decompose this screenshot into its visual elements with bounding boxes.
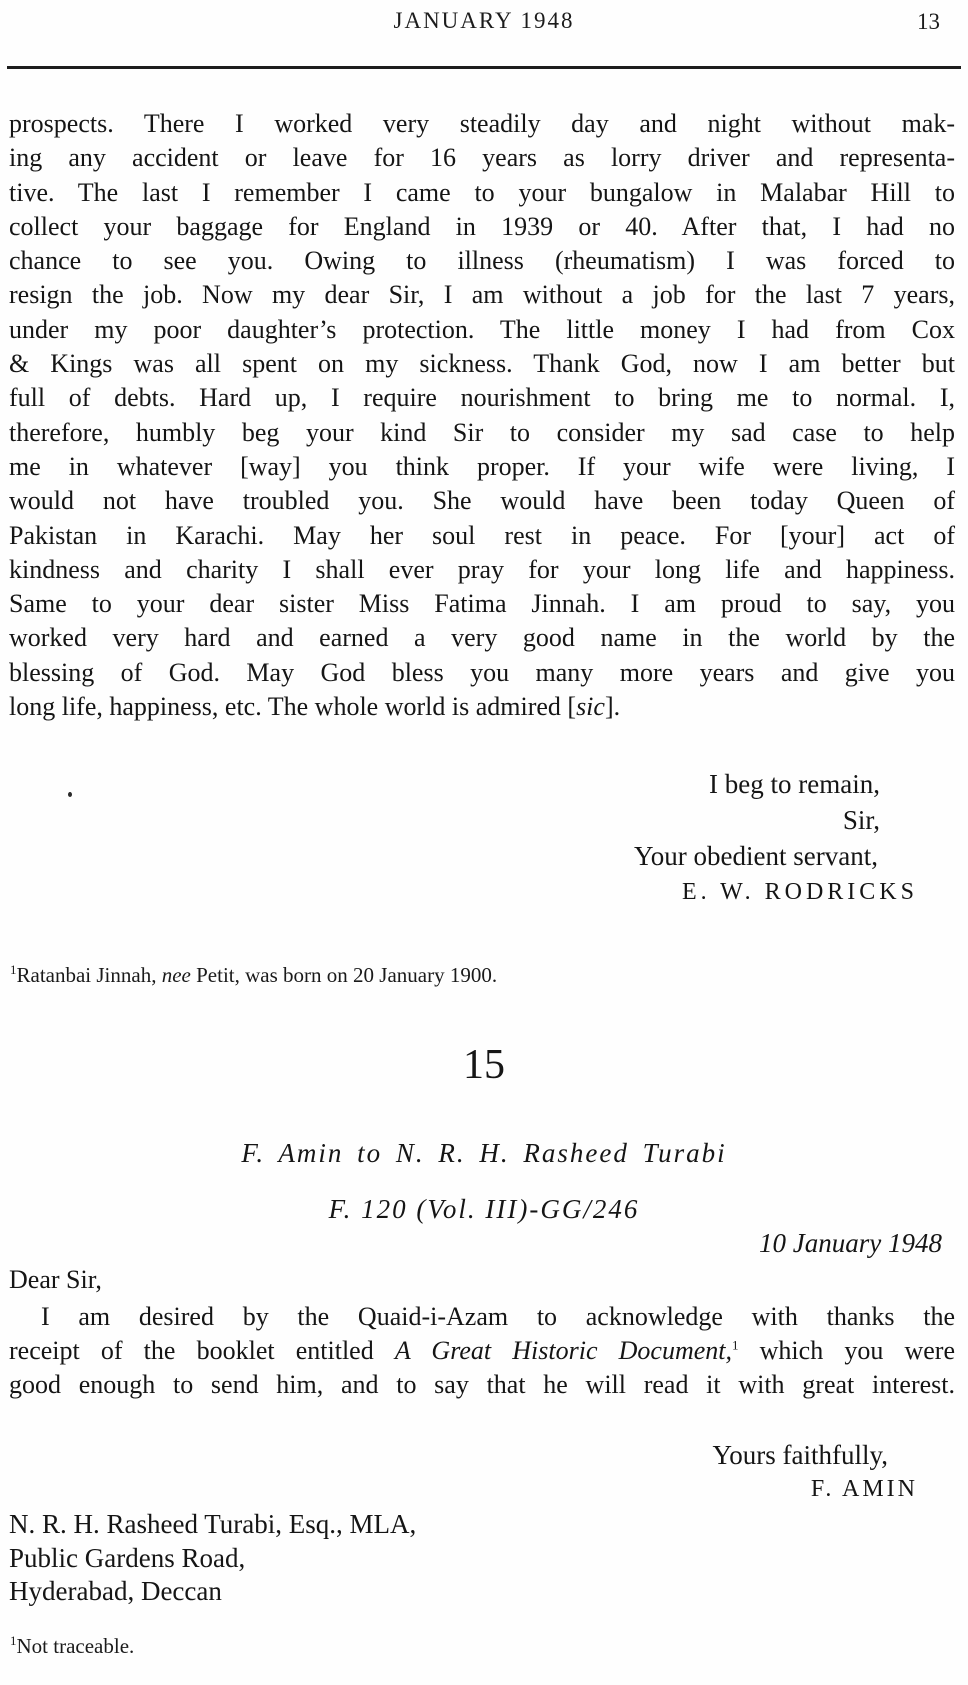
letter-line: ing any accident or leave for 16 years as lorry driver and representa- [9, 143, 955, 173]
letter2-footnote [0, 1633, 968, 1659]
letter-line: therefore, humbly beg your kind Sir to consider my sad case to help [9, 417, 955, 447]
letter-line: & Kings was all spent on my sickness. Thank God, now I am better but [9, 349, 955, 379]
letter1-body [0, 107, 968, 724]
letter-line: would not have troubled you. She would have been today Queen of [9, 486, 955, 516]
letter-line: worked very hard and earned a very good name in the world by the [9, 623, 955, 653]
letter1-footnote [0, 962, 968, 988]
page-header [0, 0, 968, 52]
letter-line: Same to your dear sister Miss Fatima Jinnah. I am proud to say, you [9, 589, 955, 619]
footnote-marker: 1 [10, 962, 17, 978]
letter-line: under my poor daughter’s protection. The little money I had from Cox [9, 314, 955, 344]
running-title: JANUARY 1948 [393, 8, 575, 33]
letter1-signature: E. W. RODRICKS [681, 879, 918, 906]
footnote-text: Ratanbai Jinnah, [16, 963, 162, 988]
letter1-closing [0, 766, 968, 910]
letter-line: good enough to send him, and to say that he will read it with great interest. [9, 1370, 955, 1400]
letter-line: resign the job. Now my dear Sir, I am without a job for the last 7 years, [9, 280, 955, 310]
footnote-marker: 1 [732, 1337, 739, 1353]
letter2-valediction: Yours faithfully, [712, 1440, 888, 1471]
letter2-signature: F. AMIN [810, 1476, 918, 1503]
closing-line: I beg to remain, [709, 769, 880, 800]
letter-line: chance to see you. Owing to illness (rheumatism) I was forced to [9, 246, 955, 276]
letter-line: Pakistan in Karachi. May her soul rest in peace. For [your] act of [9, 520, 955, 550]
letter2-date: 10 January 1948 [759, 1228, 942, 1259]
nee-italic: nee [161, 963, 191, 988]
sic-italic: sic [576, 692, 605, 722]
letter-line: kindness and charity I shall ever pray for your long life and happiness. [9, 554, 955, 584]
closing-line: Sir, [842, 805, 880, 836]
closing-line: Your obedient servant, [634, 841, 878, 872]
letter2-reference: F. 120 (Vol. III)-GG/246 [328, 1194, 640, 1225]
letter2-title: F. Amin to N. R. H. Rasheed Turabi [241, 1138, 727, 1169]
letter2-address [0, 1508, 968, 1609]
letter-line: me in whatever [way] you think proper. If your wife were living, I [9, 451, 955, 481]
letter-line: I am desired by the Quaid-i-Azam to acknowledge with thanks the [41, 1302, 955, 1332]
address-line: Public Gardens Road, [9, 1542, 246, 1573]
letter-line [9, 690, 955, 724]
footnote-marker: 1 [10, 1632, 17, 1648]
letter-line: full of debts. Hard up, I require nourishment to bring me to normal. I, [9, 383, 955, 413]
letter2-salutation: Dear Sir, [9, 1265, 102, 1295]
letter2-body [0, 1300, 968, 1402]
booklet-title-italic: A Great Historic Document, [394, 1336, 732, 1366]
letter-line-text: long life, happiness, etc. The whole world is admired [ [9, 692, 577, 722]
document-number: 15 [463, 1042, 505, 1089]
header-rule [7, 66, 961, 69]
address-line: Hyderabad, Deccan [9, 1576, 222, 1607]
letter-line-text: receipt of the booklet entitled [9, 1336, 395, 1366]
letter-line: collect your baggage for England in 1939 or 40. After that, I had no [9, 211, 955, 241]
letter-line-text: ]. [604, 692, 621, 722]
page-number: 13 [917, 9, 940, 34]
letter-line-text: which you were [738, 1336, 956, 1366]
footnote-text: Petit, was born on 20 January 1900. [190, 963, 498, 988]
letter-line: blessing of God. May God bless you many more years and give you [9, 657, 955, 687]
letter-line: prospects. There I worked very steadily day and night without mak- [9, 109, 955, 138]
letter-line [9, 1334, 955, 1368]
scan-speck [68, 792, 72, 797]
letter-line: tive. The last I remember I came to your bungalow in Malabar Hill to [9, 177, 955, 207]
footnote-text: Not traceable. [16, 1633, 135, 1658]
address-line: N. R. H. Rasheed Turabi, Esq., MLA, [9, 1509, 417, 1540]
